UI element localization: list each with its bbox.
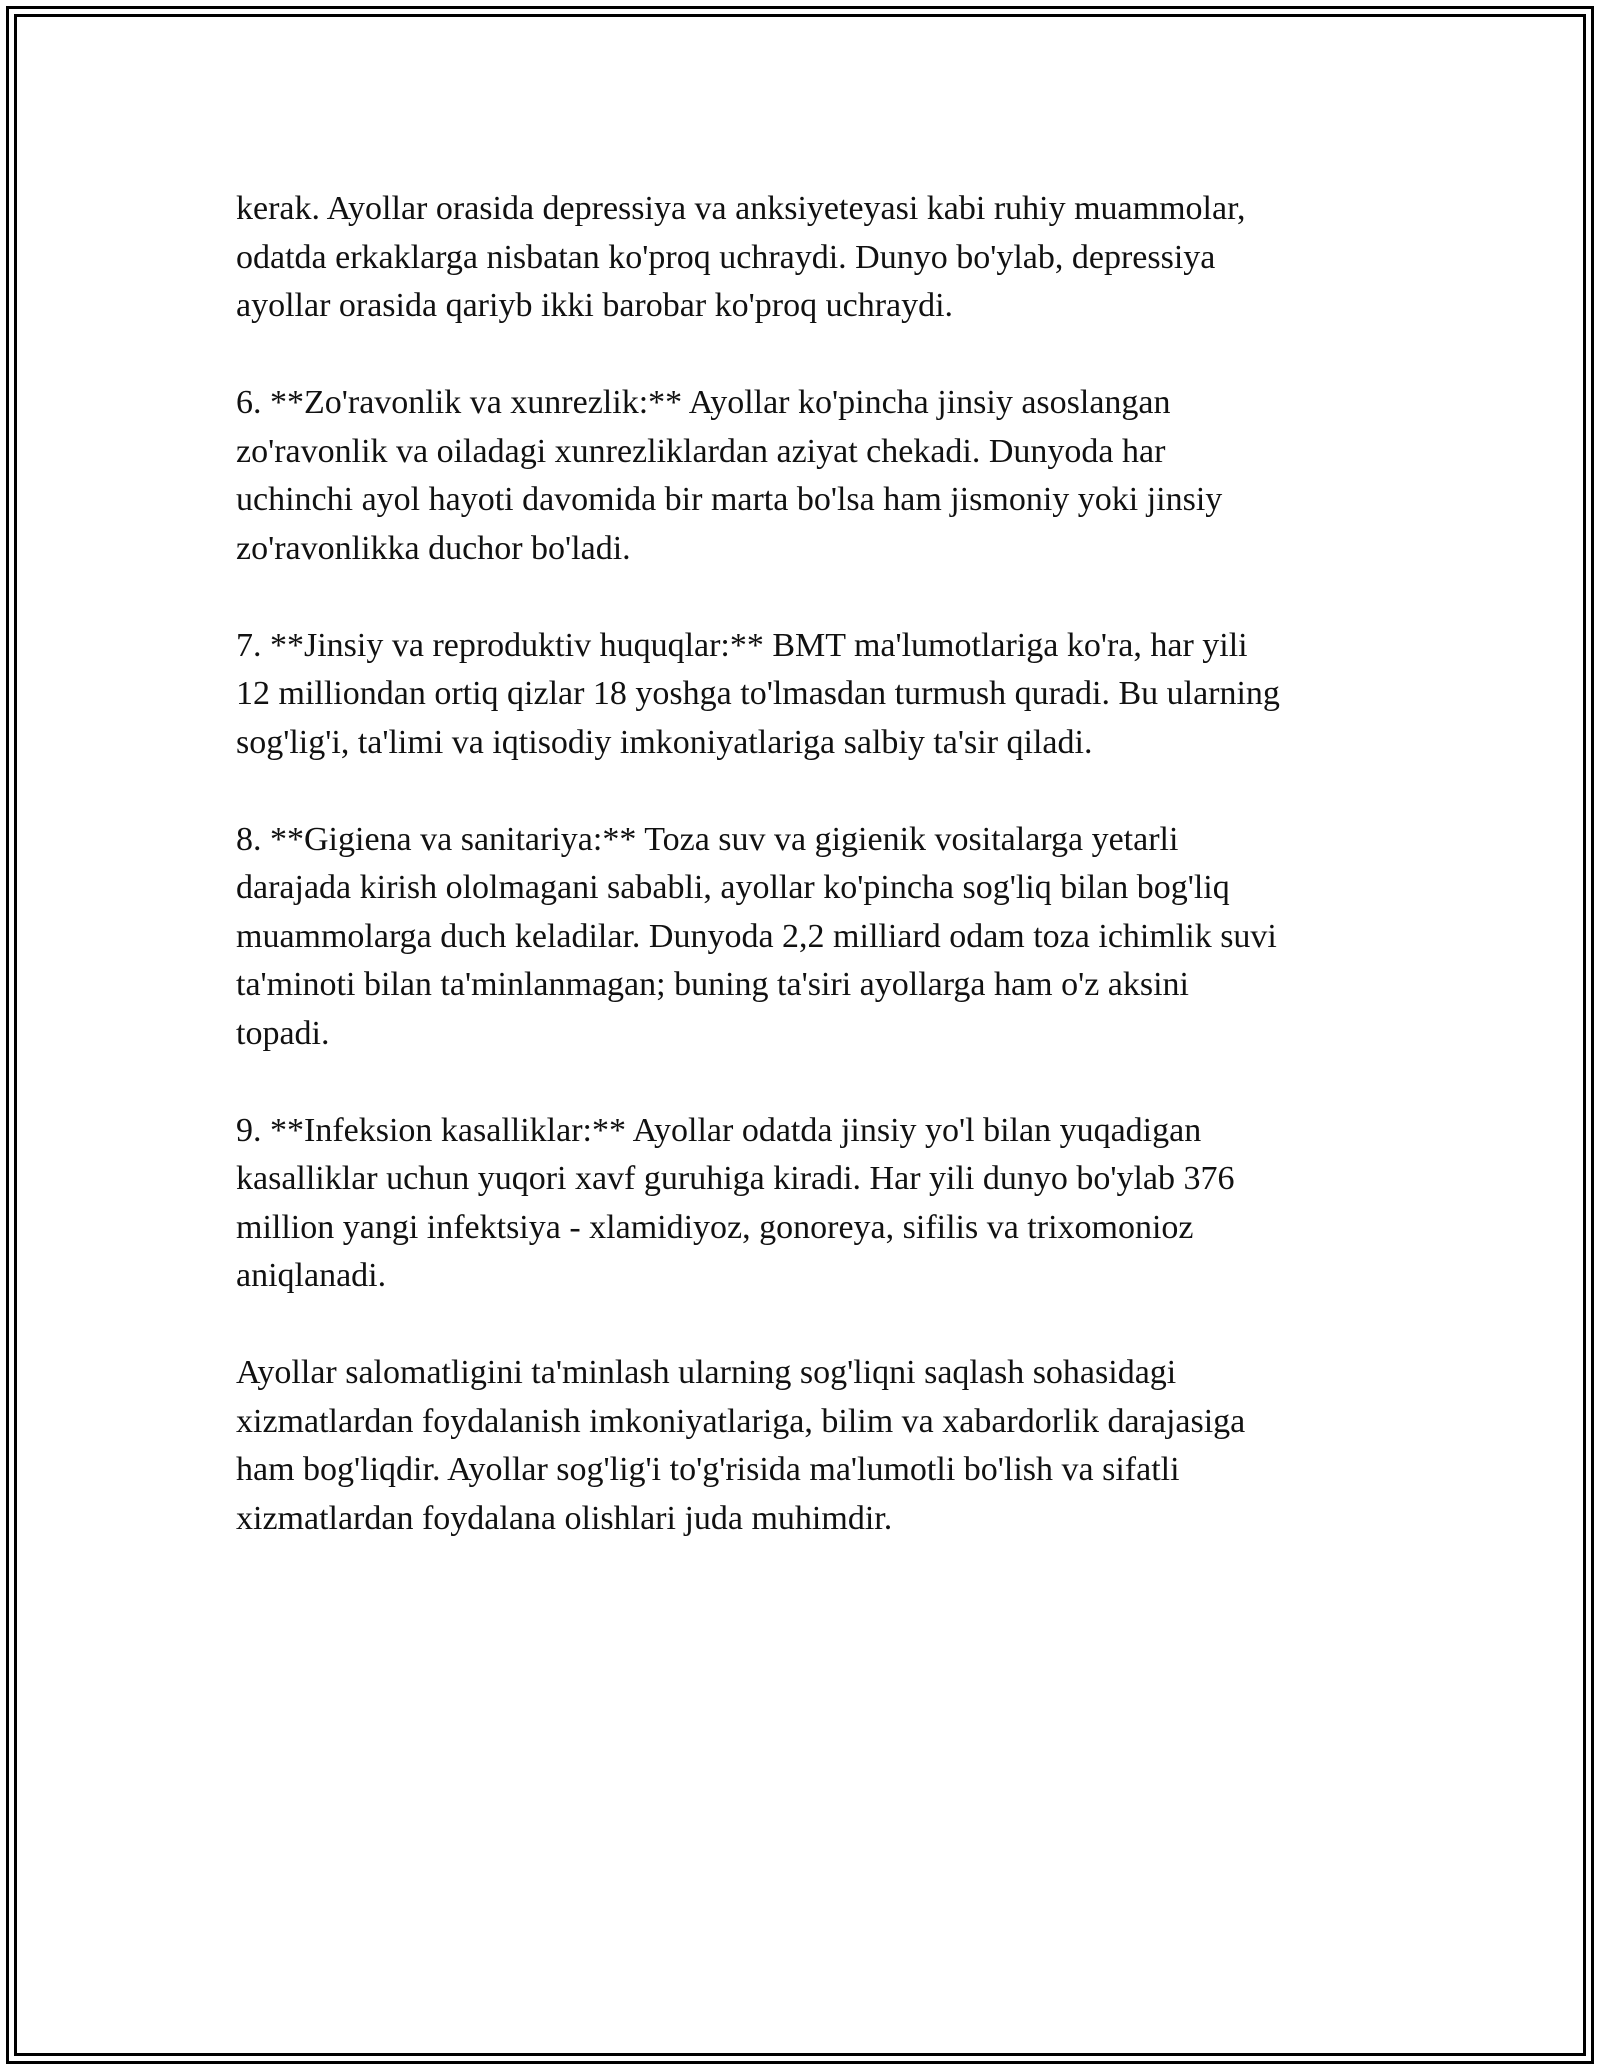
- paragraph-hygiene: 8. **Gigiena va sanitariya:** Toza suv va gigienik vositalarga yetarli darajada kirish ololmagani sababli, ayollar ko'pincha sog'liq bilan bog'liq muammolarga duch keladilar. Dunyoda 2,2 milliard odam toza ichimlik suvi ta'minoti bilan ta'minlanmagan; buning ta'siri ayollarga ham o'z aksini topadi.: [236, 820, 1277, 1052]
- document-body: [236, 185, 1386, 1592]
- paragraph-mental-health: kerak. Ayollar orasida depressiya va anksiyeteyasi kabi ruhiy muammolar, odatda erkaklarga nisbatan ko'proq uchraydi. Dunyo bo'ylab, depressiya ayollar orasida qariyb ikki barobar ko'proq uchraydi.: [236, 190, 1246, 324]
- paragraph-infectious-diseases: 9. **Infeksion kasalliklar:** Ayollar odatda jinsiy yo'l bilan yuqadigan kasalliklar uchun yuqori xavf guruhiga kiradi. Har yili dunyo bo'ylab 376 million yangi infektsiya - xlamidiyoz, gonoreya, sifilis va trixomonioz aniqlanadi.: [236, 1111, 1235, 1294]
- paragraph-reproductive-rights: 7. **Jinsiy va reproduktiv huquqlar:** BMT ma'lumotlariga ko'ra, har yili 12 milliondan ortiq qizlar 18 yoshga to'lmasdan turmush quradi. Bu ularning sog'lig'i, ta'limi va iqtisodiy imkoniyatlariga salbiy ta'sir qiladi.: [236, 626, 1280, 761]
- paragraph-conclusion: Ayollar salomatligini ta'minlash ularning sog'liqni saqlash sohasidagi xizmatlardan foydalanish imkoniyatlariga, bilim va xabardorlik darajasiga ham bog'liqdir. Ayollar sog'lig'i to'g'risida ma'lumotli bo'lish va sifatli xizmatlardan foydalana olishlari juda muhimdir.: [236, 1354, 1246, 1537]
- paragraph-violence: 6. **Zo'ravonlik va xunrezlik:** Ayollar ko'pincha jinsiy asoslangan zo'ravonlik va oiladagi xunrezliklardan aziyat chekadi. Dunyoda har uchinchi ayol hayoti davomida bir marta bo'lsa ham jismoniy yoki jinsiy zo'ravonlikka duchor bo'ladi.: [236, 384, 1223, 567]
